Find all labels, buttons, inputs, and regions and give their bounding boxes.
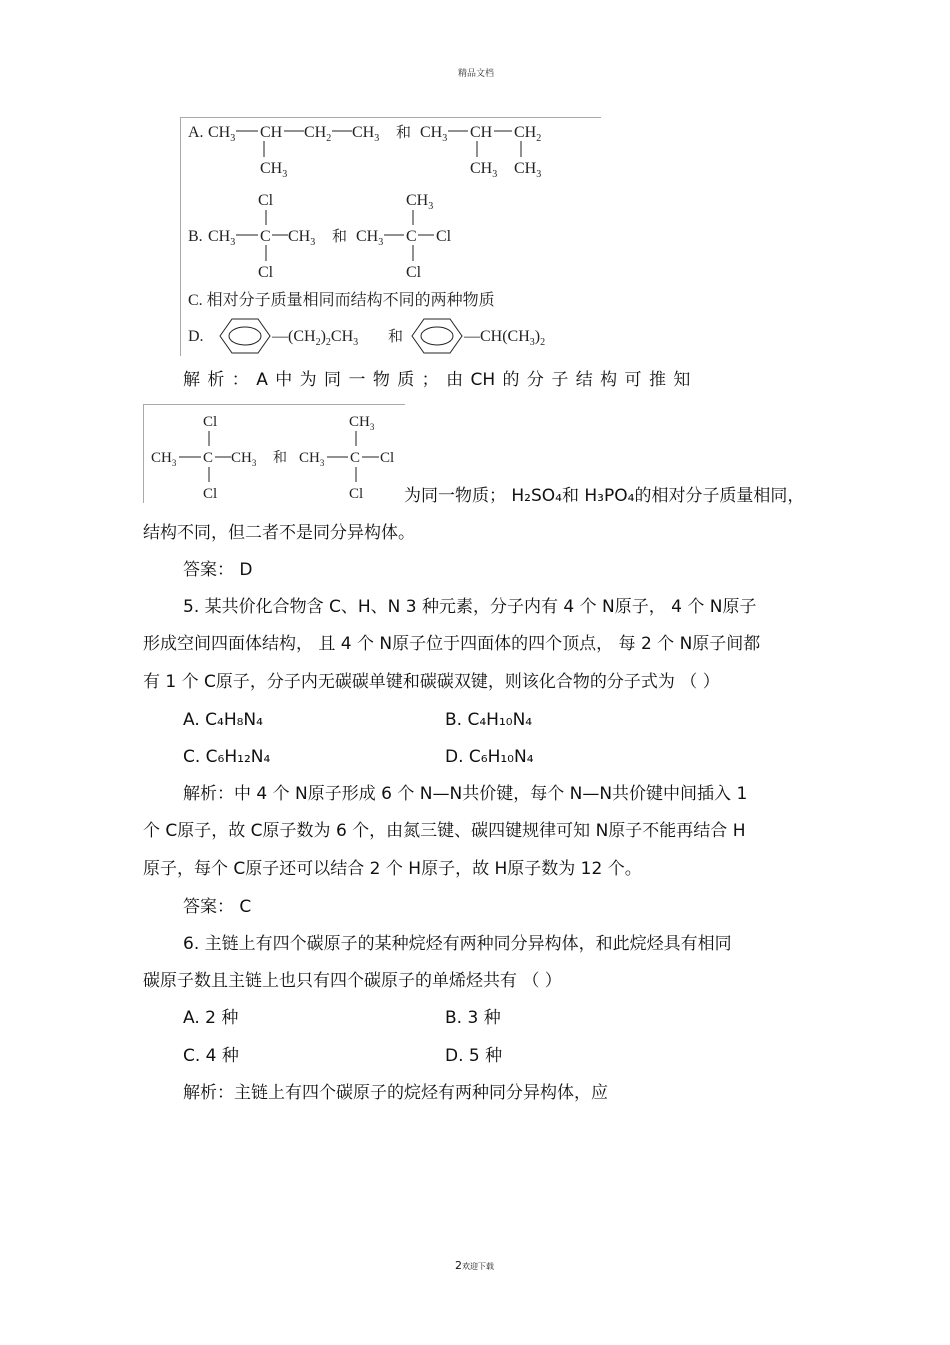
q6-explanation-line1: 解析：主链上有四个碳原子的烷烃有两种同分异构体，应: [183, 1083, 608, 1103]
q5-option-a: A. C₄H₈N₄: [183, 710, 263, 730]
q4-explanation-line2: 为同一物质； H₂SO₄和 H₃PO₄的相对分子质量相同，: [404, 486, 805, 506]
b-right-cl: Cl: [436, 228, 452, 245]
q5-stem-line1: 5. 某共价化合物含 C、H、N 3 种元素，分子内有 4 个 N原子， 4 个 N原子: [183, 597, 757, 617]
q6-option-d: D. 5 种: [445, 1046, 503, 1066]
q6-stem-line1: 6. 主链上有四个碳原子的某种烷烃有两种同分异构体，和此烷烃具有相同: [183, 934, 732, 954]
q5-option-b: B. C₄H₁₀N₄: [445, 710, 533, 730]
svg-text:C: C: [203, 450, 214, 466]
d-and: 和: [388, 329, 404, 345]
q4-explanation-line3: 结构不同，但二者不是同分异构体。: [143, 523, 415, 543]
benzene-ring-right: [412, 319, 462, 353]
b-and: 和: [332, 229, 348, 245]
q6-option-a: A. 2 种: [183, 1008, 239, 1028]
a-right-ch3: $CH_3$: [420, 124, 448, 144]
b-left-ch3: $CH_3$: [208, 228, 236, 248]
q4-explanation-line1: 解 析 ： A 中 为 同 一 物 质 ； 由 CH 的 分 子 结 构 可 推 知: [183, 370, 691, 390]
q5-explanation-line1: 解析：中 4 个 N原子形成 6 个 N—N共价键，每个 N—N共价键中间插入 1: [183, 784, 748, 804]
a-left-ch3: $CH_3$: [208, 124, 236, 144]
svg-text:Cl: Cl: [203, 414, 218, 430]
b-left-end-ch3: $CH_3$: [288, 228, 316, 248]
q5-explanation-line2: 个 C原子，故 C原子数为 6 个，由氮三键、碳四键规律可知 N原子不能再结合 H: [143, 821, 746, 841]
q6-option-b: B. 3 种: [445, 1008, 501, 1028]
page-number: 2: [455, 1259, 462, 1272]
q5-stem-line2: 形成空间四面体结构， 且 4 个 N原子位于四面体的四个顶点， 每 2 个 N原子间都: [143, 634, 761, 654]
q6-option-c: C. 4 种: [183, 1046, 239, 1066]
q5-option-c: C. C₆H₁₂N₄: [183, 747, 271, 767]
option-b-label: B.: [188, 228, 203, 245]
b-right-ch3: $CH_3$: [356, 228, 384, 248]
svg-text:CH3: $CH_3$: [299, 450, 325, 468]
svg-text:C: C: [350, 450, 361, 466]
d-left-chain: $—(CH_2)_2CH_3$: [272, 328, 359, 348]
option-c-text: C. 相对分子质量相同而结构不同的两种物质: [188, 292, 495, 309]
b-right-top-ch3: $CH_3$: [406, 192, 434, 212]
q6-stem-line2: 碳原子数且主链上也只有四个碳原子的单烯烃共有 （ ）: [143, 971, 562, 991]
svg-text:Cl: Cl: [203, 486, 218, 502]
b-left-c: C: [260, 228, 271, 245]
a-right-ch2: $CH_2$: [514, 124, 542, 144]
svg-text:和: 和: [273, 451, 287, 466]
q4-answer: 答案： D: [183, 560, 253, 580]
svg-text:CH3: $CH_3$: [151, 450, 177, 468]
svg-text:Cl: Cl: [349, 486, 364, 502]
footer-text: 欢迎下载: [462, 1262, 494, 1271]
b-right-c: C: [406, 228, 417, 245]
option-d-label: D.: [188, 328, 204, 345]
a-right-ch: CH: [470, 124, 493, 141]
q5-option-d: D. C₆H₁₀N₄: [445, 747, 534, 767]
a-right-branch2: $CH_3$: [514, 160, 542, 180]
a-and: 和: [396, 125, 412, 141]
explanation-structures: [143, 404, 405, 504]
svg-text:Cl: Cl: [380, 450, 395, 466]
a-left-branch-ch3: $CH_3$: [260, 160, 288, 180]
b-left-top-cl: Cl: [258, 192, 274, 209]
benzene-ring-left: [220, 319, 270, 353]
b-right-bottom-cl: Cl: [406, 264, 422, 281]
svg-text:CH3: $CH_3$: [231, 450, 257, 468]
a-left-end-ch3: $CH_3$: [352, 124, 380, 144]
d-right-chain: $—CH(CH_3)_2$: [464, 328, 546, 348]
a-right-branch1: $CH_3$: [470, 160, 498, 180]
q5-stem-line3: 有 1 个 C原子，分子内无碳碳单键和碳碳双键，则该化合物的分子式为 （ ）: [143, 672, 720, 692]
options-structures: [180, 117, 602, 357]
option-a-label: A.: [188, 124, 204, 141]
a-left-ch2: $CH_2$: [304, 124, 332, 144]
q5-answer: 答案： C: [183, 897, 252, 917]
q5-explanation-line3: 原子，每个 C原子还可以结合 2 个 H原子，故 H原子数为 12 个。: [143, 859, 642, 879]
svg-text:CH3: $CH_3$: [349, 414, 375, 432]
page-header: 精品文档: [458, 69, 495, 79]
a-left-ch: CH: [260, 124, 283, 141]
b-left-bottom-cl: Cl: [258, 264, 274, 281]
page-footer: [455, 1259, 494, 1272]
